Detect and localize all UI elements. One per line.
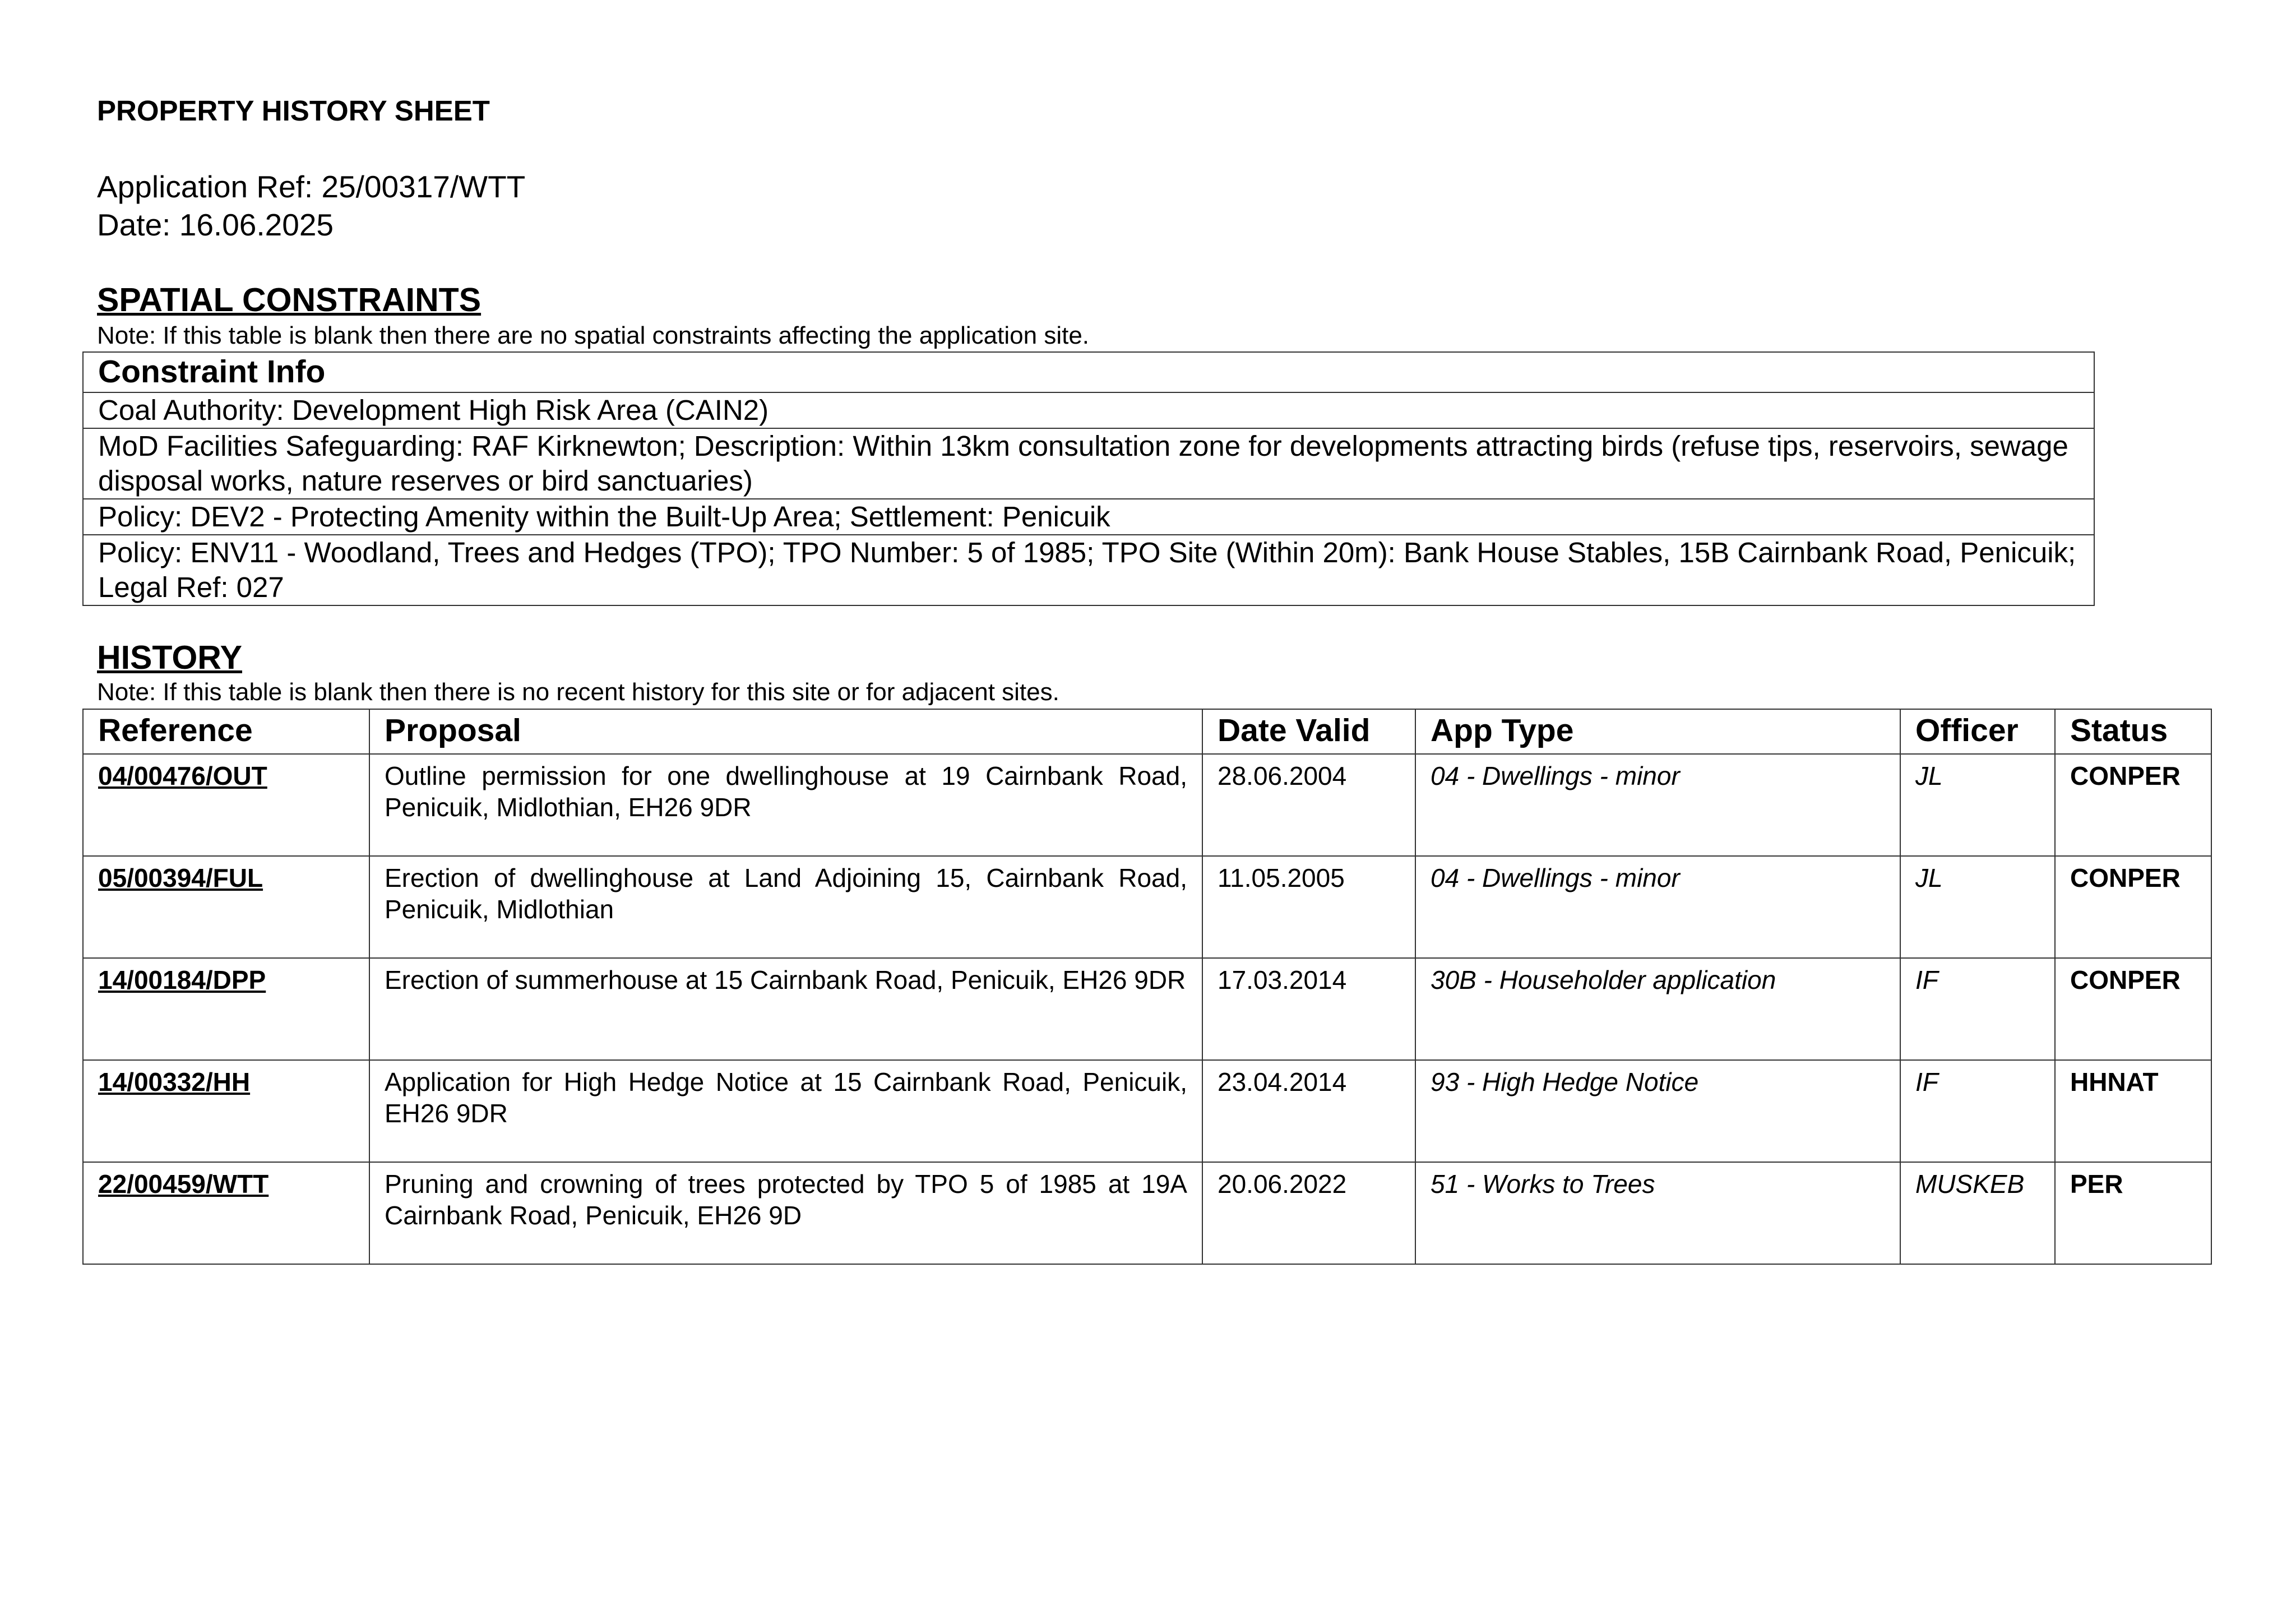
history-row bbox=[83, 856, 2211, 958]
date-valid-cell: 23.04.2014 bbox=[1202, 1060, 1415, 1162]
app-type-cell: 04 - Dwellings - minor bbox=[1415, 856, 1900, 958]
history-table bbox=[82, 709, 2212, 1265]
reference-link[interactable]: 14/00184/DPP bbox=[83, 958, 369, 1060]
constraint-info-header: Constraint Info bbox=[83, 352, 2094, 392]
document-date: Date: 16.06.2025 bbox=[97, 207, 334, 242]
history-row bbox=[83, 1060, 2211, 1162]
reference-link[interactable]: 04/00476/OUT bbox=[83, 754, 369, 856]
constraint-cell: Policy: ENV11 - Woodland, Trees and Hedges (TPO); TPO Number: 5 of 1985; TPO Site (Within 20m): Bank House Stables, 15B Cairnbank Road, Penicuik; Legal Ref: 027 bbox=[83, 535, 2094, 605]
proposal-cell: Erection of dwellinghouse at Land Adjoining 15, Cairnbank Road, Penicuik, Midlothian bbox=[369, 856, 1202, 958]
history-heading: HISTORY bbox=[97, 639, 242, 676]
officer-cell: JL bbox=[1900, 856, 2055, 958]
officer-cell: JL bbox=[1900, 754, 2055, 856]
reference-link[interactable]: 05/00394/FUL bbox=[83, 856, 369, 958]
app-type-cell: 93 - High Hedge Notice bbox=[1415, 1060, 1900, 1162]
constraint-cell: Coal Authority: Development High Risk Area (CAIN2) bbox=[83, 392, 2094, 428]
date-valid-cell: 28.06.2004 bbox=[1202, 754, 1415, 856]
proposal-cell: Application for High Hedge Notice at 15 Cairnbank Road, Penicuik, EH26 9DR bbox=[369, 1060, 1202, 1162]
column-header-reference: Reference bbox=[83, 709, 369, 754]
history-row bbox=[83, 1162, 2211, 1264]
spatial-constraints-note: Note: If this table is blank then there are no spatial constraints affecting the application site. bbox=[97, 322, 1090, 349]
constraint-cell: Policy: DEV2 - Protecting Amenity within the Built-Up Area; Settlement: Penicuik bbox=[83, 499, 2094, 535]
constraint-row bbox=[83, 499, 2094, 535]
officer-cell: IF bbox=[1900, 958, 2055, 1060]
status-cell: CONPER bbox=[2055, 958, 2211, 1060]
reference-link[interactable]: 14/00332/HH bbox=[83, 1060, 369, 1162]
app-type-cell: 51 - Works to Trees bbox=[1415, 1162, 1900, 1264]
date-valid-cell: 11.05.2005 bbox=[1202, 856, 1415, 958]
constraint-row bbox=[83, 392, 2094, 428]
proposal-cell: Pruning and crowning of trees protected by TPO 5 of 1985 at 19A Cairnbank Road, Penicuik, EH26 9D bbox=[369, 1162, 1202, 1264]
column-header-proposal: Proposal bbox=[369, 709, 1202, 754]
status-cell: CONPER bbox=[2055, 856, 2211, 958]
status-cell: HHNAT bbox=[2055, 1060, 2211, 1162]
history-note: Note: If this table is blank then there is no recent history for this site or for adjacent sites. bbox=[97, 678, 1059, 706]
column-header-date-valid: Date Valid bbox=[1202, 709, 1415, 754]
officer-cell: MUSKEB bbox=[1900, 1162, 2055, 1264]
constraint-cell: MoD Facilities Safeguarding: RAF Kirknewton; Description: Within 13km consultation zone for developments attracting birds (refuse tips, reservoirs, sewage disposal works, nature reserves or bird sanctuaries) bbox=[83, 428, 2094, 499]
history-header-row bbox=[83, 709, 2211, 754]
column-header-officer: Officer bbox=[1900, 709, 2055, 754]
date-valid-cell: 20.06.2022 bbox=[1202, 1162, 1415, 1264]
application-ref: Application Ref: 25/00317/WTT bbox=[97, 169, 526, 204]
constraints-header-row bbox=[83, 352, 2094, 392]
history-row bbox=[83, 958, 2211, 1060]
column-header-status: Status bbox=[2055, 709, 2211, 754]
status-cell: PER bbox=[2055, 1162, 2211, 1264]
reference-link[interactable]: 22/00459/WTT bbox=[83, 1162, 369, 1264]
date-valid-cell: 17.03.2014 bbox=[1202, 958, 1415, 1060]
constraint-row bbox=[83, 535, 2094, 605]
app-type-cell: 30B - Householder application bbox=[1415, 958, 1900, 1060]
column-header-app-type: App Type bbox=[1415, 709, 1900, 754]
officer-cell: IF bbox=[1900, 1060, 2055, 1162]
history-row bbox=[83, 754, 2211, 856]
document-title: PROPERTY HISTORY SHEET bbox=[97, 95, 490, 127]
status-cell: CONPER bbox=[2055, 754, 2211, 856]
app-type-cell: 04 - Dwellings - minor bbox=[1415, 754, 1900, 856]
constraints-table bbox=[82, 351, 2095, 606]
proposal-cell: Erection of summerhouse at 15 Cairnbank Road, Penicuik, EH26 9DR bbox=[369, 958, 1202, 1060]
constraint-row bbox=[83, 428, 2094, 499]
spatial-constraints-heading: SPATIAL CONSTRAINTS bbox=[97, 281, 482, 318]
proposal-cell: Outline permission for one dwellinghouse at 19 Cairnbank Road, Penicuik, Midlothian, EH26 9DR bbox=[369, 754, 1202, 856]
